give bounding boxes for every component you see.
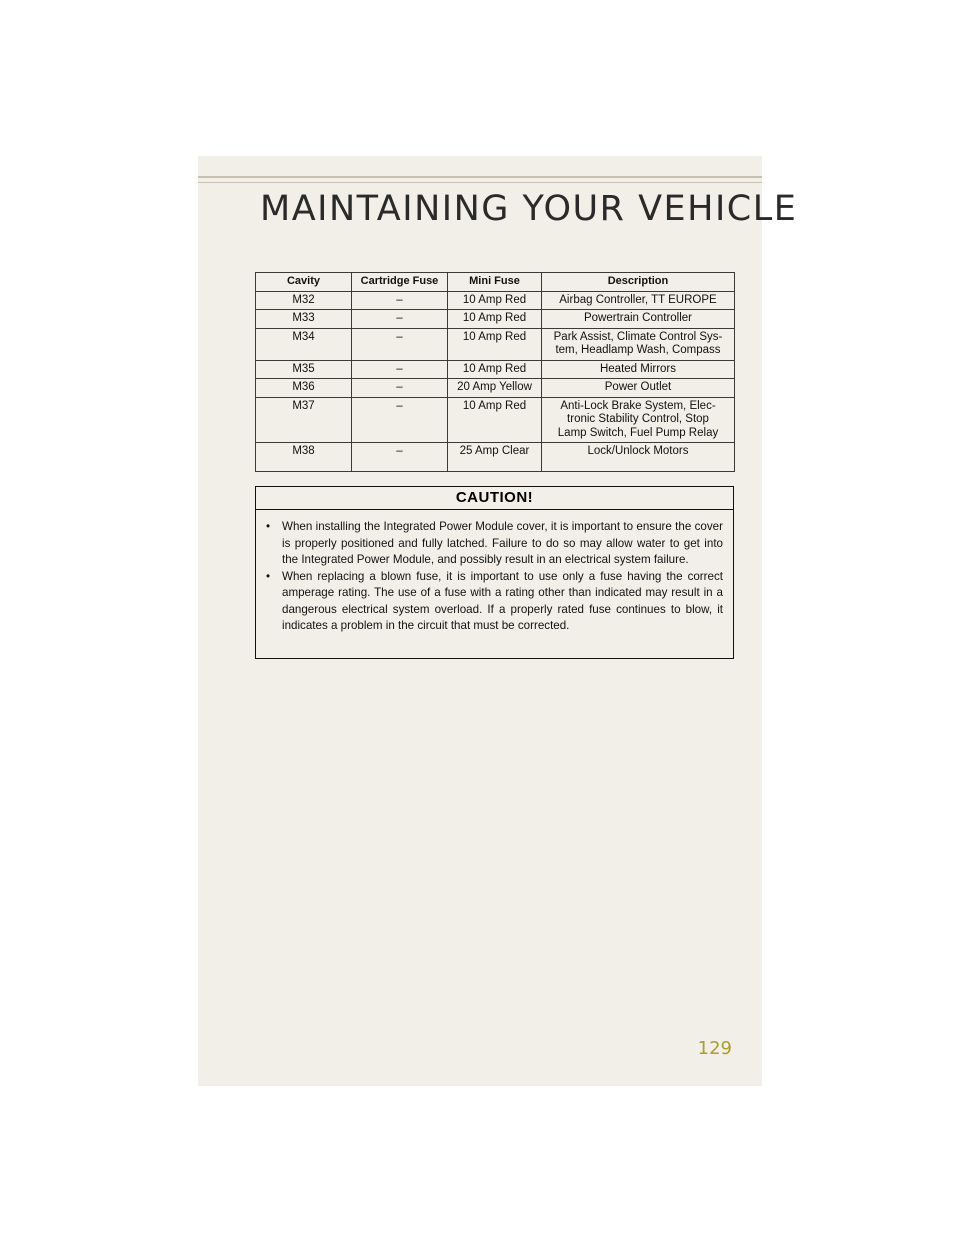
cell-description: Powertrain Controller — [542, 310, 735, 329]
cell-cartridge-fuse: – — [352, 328, 448, 360]
table-row — [256, 397, 735, 443]
cell-cavity: M33 — [256, 310, 352, 329]
cell-cavity: M35 — [256, 360, 352, 379]
cell-cartridge-fuse: – — [352, 291, 448, 310]
cell-cartridge-fuse: – — [352, 397, 448, 443]
table-row — [256, 360, 735, 379]
cell-mini-fuse: 10 Amp Red — [448, 397, 542, 443]
table-row — [256, 443, 735, 472]
cell-mini-fuse: 10 Amp Red — [448, 310, 542, 329]
cell-cavity: M36 — [256, 379, 352, 398]
cell-description: Airbag Controller, TT EUROPE — [542, 291, 735, 310]
cell-description: Park Assist, Climate Control Sys- tem, Headlamp Wash, Compass — [542, 328, 735, 360]
fuse-table-header-row — [256, 273, 735, 292]
table-row — [256, 328, 735, 360]
manual-page — [198, 156, 798, 1086]
column-header-cavity: Cavity — [256, 273, 352, 292]
caution-box — [255, 486, 734, 659]
header-rule-bottom — [198, 182, 762, 183]
caution-item — [266, 519, 723, 569]
cell-mini-fuse: 10 Amp Red — [448, 328, 542, 360]
table-row — [256, 379, 735, 398]
cell-mini-fuse: 20 Amp Yellow — [448, 379, 542, 398]
cell-cartridge-fuse: – — [352, 443, 448, 472]
cell-mini-fuse: 10 Amp Red — [448, 360, 542, 379]
header-rule-top — [198, 176, 762, 178]
column-header-description: Description — [542, 273, 735, 292]
table-row — [256, 291, 735, 310]
cell-description: Anti-Lock Brake System, Elec- tronic Stability Control, Stop Lamp Switch, Fuel Pump Relay — [542, 397, 735, 443]
caution-item-text: When replacing a blown fuse, it is important to use only a fuse having the correct amperage rating. The use of a fuse with a rating other than indicated may result in a dangerous electrical system overload. If a properly rated fuse continues to blow, it indicates a problem in the circuit that must be corrected. — [282, 569, 723, 632]
caution-list — [256, 510, 733, 635]
column-header-mini-fuse: Mini Fuse — [448, 273, 542, 292]
cell-description: Power Outlet — [542, 379, 735, 398]
cell-cavity: M38 — [256, 443, 352, 472]
cell-cartridge-fuse: – — [352, 310, 448, 329]
cell-mini-fuse: 25 Amp Clear — [448, 443, 542, 472]
cell-cartridge-fuse: – — [352, 379, 448, 398]
table-row — [256, 310, 735, 329]
fuse-table — [255, 272, 735, 472]
column-header-cartridge-fuse: Cartridge Fuse — [352, 273, 448, 292]
cell-cartridge-fuse: – — [352, 360, 448, 379]
cell-description: Lock/Unlock Motors — [542, 443, 735, 472]
caution-item-text: When installing the Integrated Power Module cover, it is important to ensure the cover is properly positioned and fully latched. Failure to do so may allow water to get into the Integrated Power Module, and possibly result in an electrical system failure. — [282, 520, 723, 566]
cell-cavity: M37 — [256, 397, 352, 443]
bullet-icon: • — [266, 569, 271, 583]
caution-item — [266, 569, 723, 635]
caution-title: CAUTION! — [256, 487, 733, 510]
section-title: MAINTAINING YOUR VEHICLE — [260, 189, 798, 229]
page-number: 129 — [697, 1038, 732, 1059]
bullet-icon: • — [266, 520, 271, 533]
cell-description: Heated Mirrors — [542, 360, 735, 379]
cell-cavity: M32 — [256, 291, 352, 310]
cell-mini-fuse: 10 Amp Red — [448, 291, 542, 310]
cell-cavity: M34 — [256, 328, 352, 360]
